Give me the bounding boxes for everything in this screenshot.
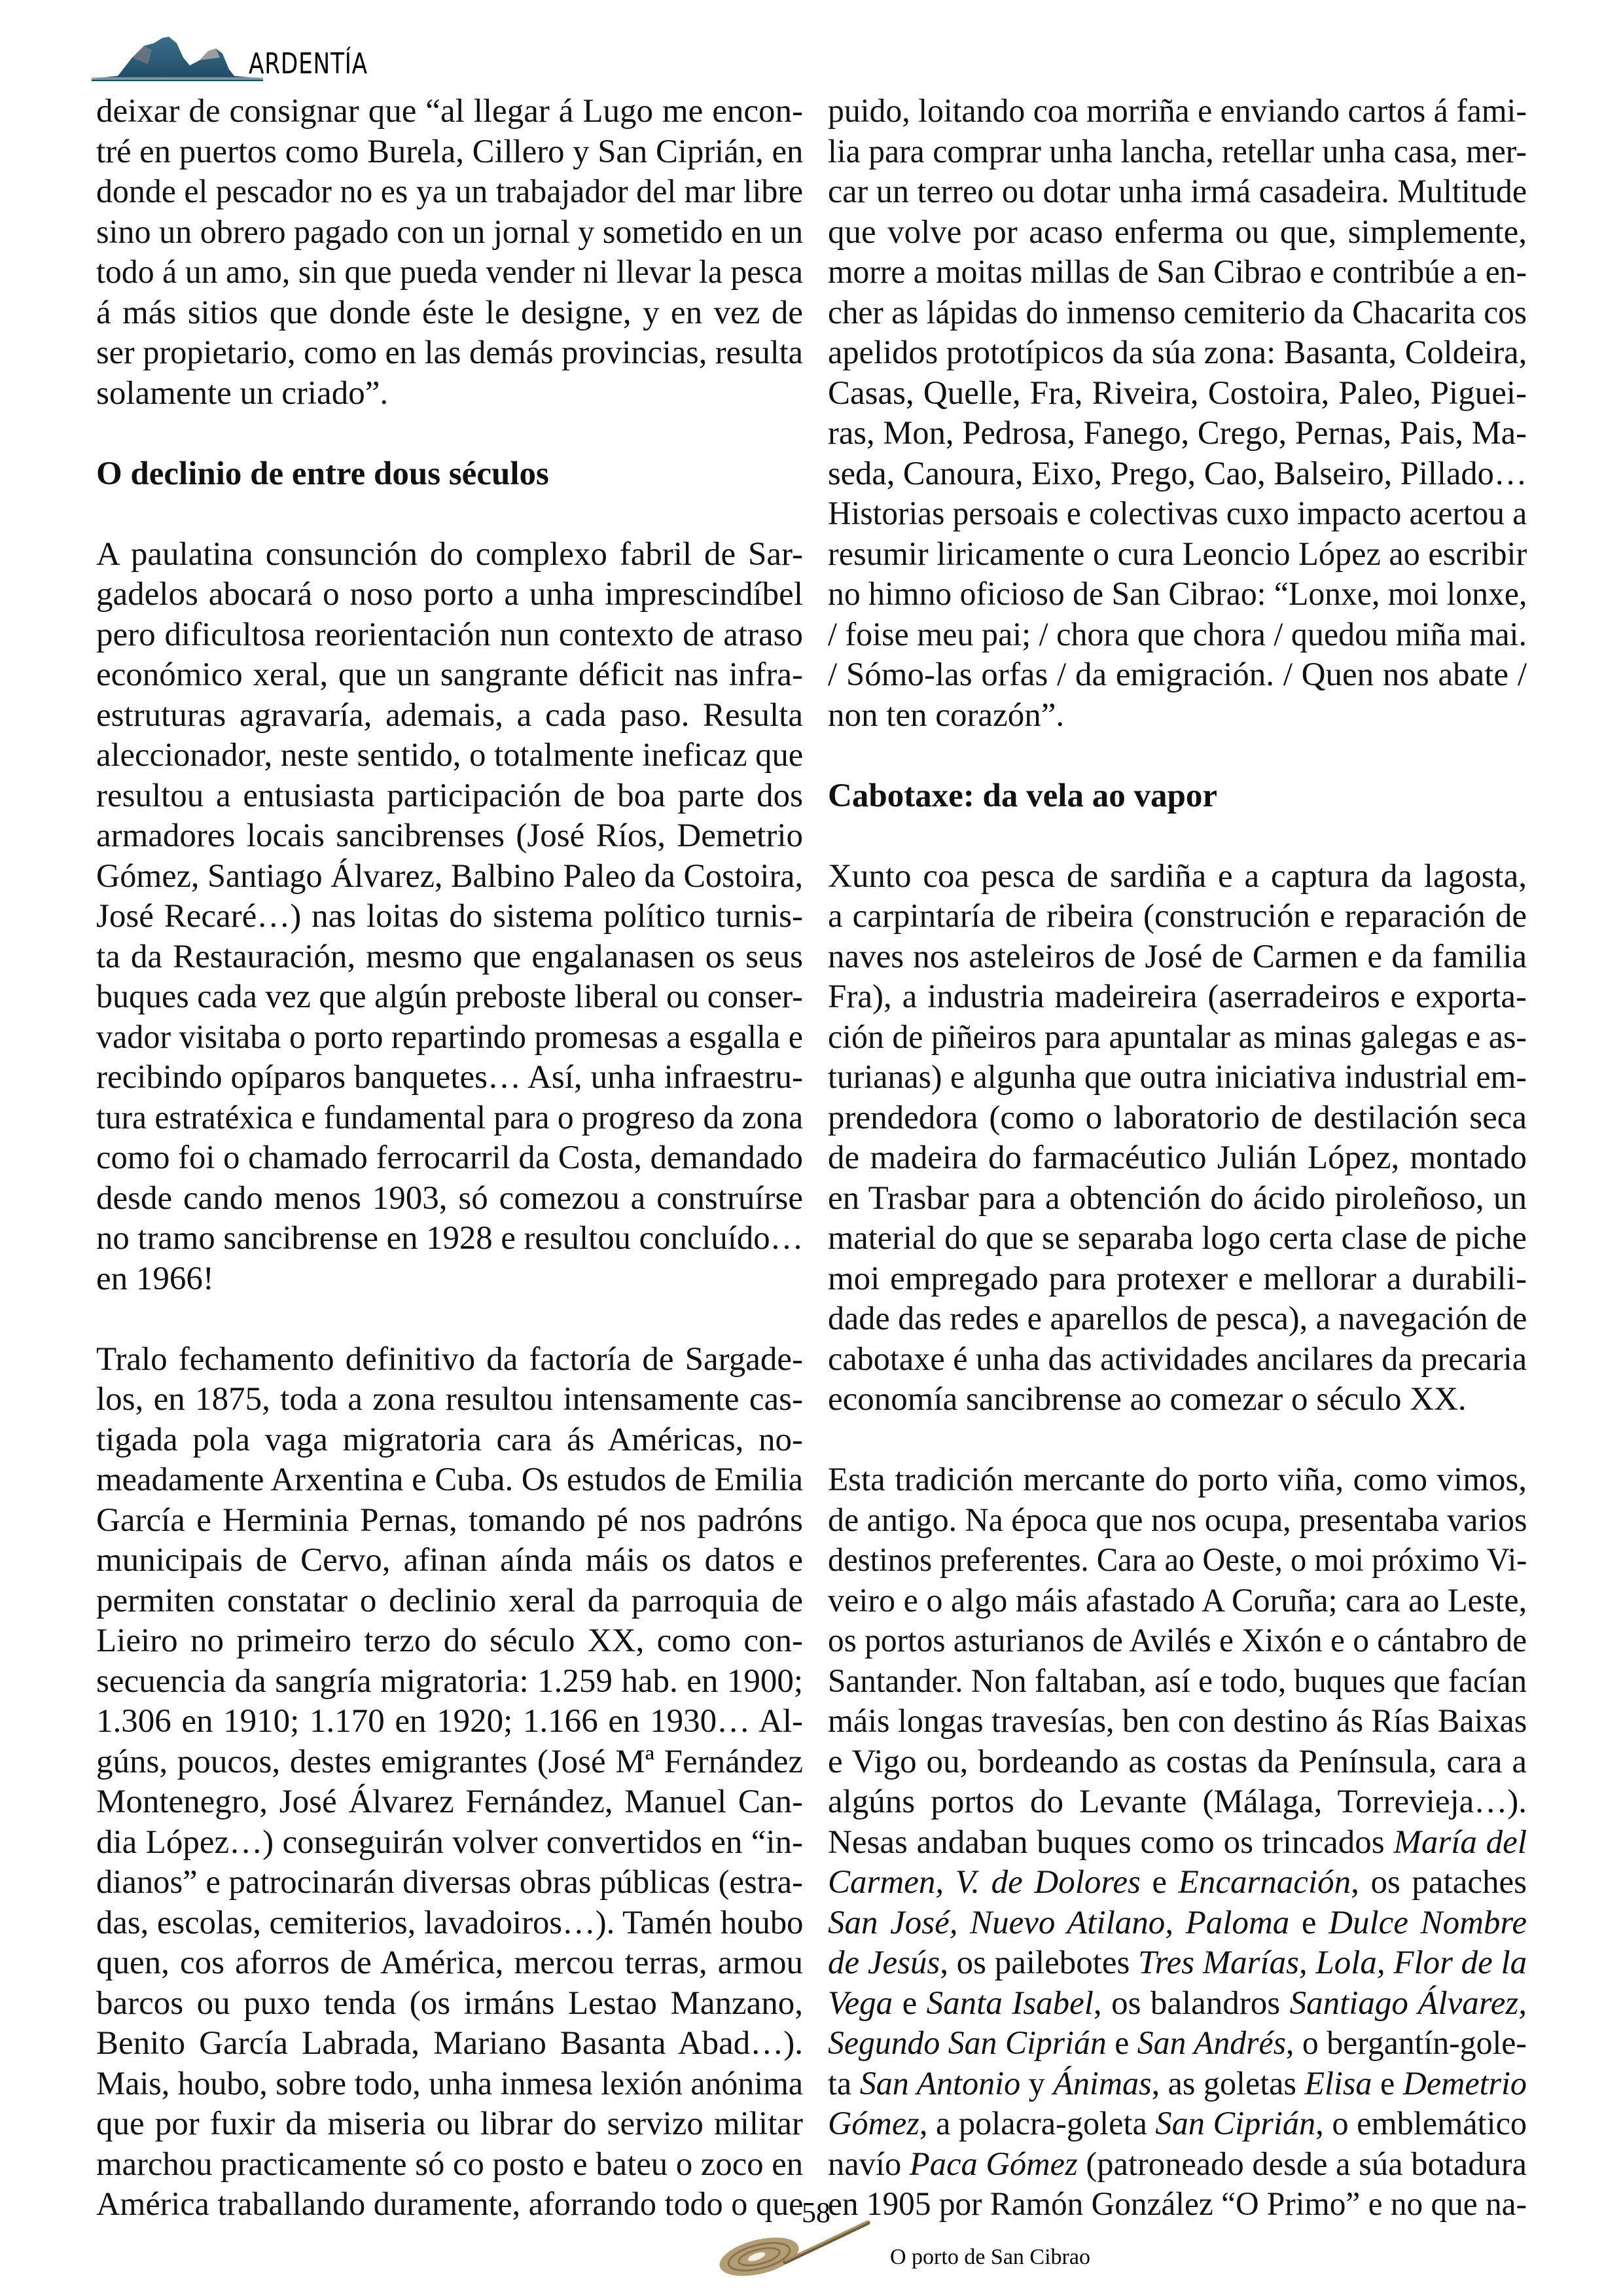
paragraph: [96, 1340, 803, 2225]
text-line: Segundo San Ciprián e San Andrés, o bergantín-gole-: [828, 2025, 1527, 2062]
text-line: tré en puertos como Burela, Cillero y San Ciprián, en: [96, 133, 804, 170]
text-line: los, en 1875, toda a zona resultou intensamente cas-: [96, 1381, 803, 1418]
text-line: todo á un amo, sin que pueda vender ni llevar la pesca: [96, 254, 804, 291]
text-line: permiten constatar o declinio xeral da parroquia de: [96, 1582, 803, 1619]
text-line: morre a moitas millas de San Cibrao e contribúe a en-: [828, 254, 1527, 291]
rope-coil-icon: [713, 2206, 870, 2278]
text-line: prendedora (como o laboratorio de destilación seca: [828, 1099, 1527, 1136]
page-header: [92, 31, 484, 90]
text-line: seda, Canoura, Eixo, Prego, Cao, Balseiro, Pillado…: [828, 455, 1527, 492]
text-line: resultou a entusiasta participación de boa parte dos: [96, 777, 803, 814]
paragraph: [828, 857, 1527, 1420]
text-line: ras, Mon, Pedrosa, Fanego, Crego, Pernas, Pais, Ma-: [828, 415, 1527, 452]
text-line: e Vigo ou, bordeando as costas da Península, cara a: [828, 1743, 1527, 1780]
text-line: Historias persoais e colectivas cuxo impacto acertou a: [828, 495, 1527, 532]
publication-title: O porto de San Cibrao: [890, 2245, 1090, 2269]
mountain-silhouette-logo-icon: [92, 31, 268, 84]
text-line: naves nos asteleiros de José de Carmen e da familia: [828, 938, 1527, 975]
brand-title: ARDENTÍA: [249, 47, 368, 81]
text-line: máis longas travesías, ben con destino ás Rías Baixas: [828, 1703, 1527, 1740]
text-line: gadelos abocará o noso porto a unha imprescindíbel: [96, 576, 803, 613]
text-line: meadamente Arxentina e Cuba. Os estudos de Emilia: [96, 1462, 804, 1498]
page-number: 58: [802, 2197, 830, 2229]
text-line: Nesas andaban buques como os trincados María del: [828, 1823, 1527, 1861]
text-line: municipais de Cervo, afinan aínda máis os datos e: [96, 1542, 803, 1579]
text-line: material do que se separaba logo certa clase de piche: [828, 1220, 1527, 1257]
text-line: Mais, houbo, sobre todo, unha inmesa lexión anónima: [96, 2065, 804, 2102]
text-line: lia para comprar unha lancha, retellar unha casa, mer-: [828, 133, 1527, 170]
text-line: dianos” e patrocinarán diversas obras públicas (estra-: [96, 1864, 803, 1901]
text-line: vador visitaba o porto repartindo promesas a esgalla e: [96, 1018, 803, 1056]
section-heading: Cabotaxe: da vela ao vapor: [828, 777, 1217, 814]
text-line: Xunto coa pesca de sardiña e a captura da lagosta,: [828, 857, 1527, 895]
paragraph: [96, 535, 803, 1300]
text-line: Montenegro, José Álvarez Fernández, Manuel Can-: [96, 1784, 803, 1820]
text-line: gúns, poucos, destes emigrantes (José Mª Fernández: [96, 1743, 803, 1780]
text-line: navío Paca Gómez (patroneado desde a súa botadura: [828, 2145, 1527, 2183]
text-line: América traballando duramente, aforrando todo o que: [96, 2186, 804, 2223]
text-line: os portos asturianos de Avilés e Xixón e o cántabro de: [828, 1623, 1527, 1659]
text-line: das, escolas, cemiterios, lavadoiros…). Tamén houbo: [96, 1904, 804, 1941]
text-line: económico xeral, que un sangrante déficit nas infra-: [96, 656, 803, 693]
right-column: [828, 92, 1527, 2225]
text-line: puido, loitando coa morriña e enviando cartos á fami-: [828, 93, 1527, 130]
text-line: a carpintaría de ribeira (construción e reparación de: [828, 898, 1527, 935]
text-line: Gómez, Santiago Álvarez, Balbino Paleo da Costoira,: [96, 857, 803, 895]
text-line: ta San Antonio y Ánimas, as goletas Elisa e Demetrio: [828, 2065, 1527, 2102]
text-line: dade das redes e aparellos de pesca), a navegación de: [828, 1300, 1527, 1337]
text-line: á más sitios que donde éste le designe, y en vez de: [96, 294, 803, 331]
text-line: de antigo. Na época que nos ocupa, presentaba varios: [828, 1501, 1527, 1539]
text-line: en 1905 por Ramón González “O Primo” e no que na-: [828, 2186, 1527, 2223]
text-line: dia López…) conseguirán volver convertidos en “in-: [96, 1823, 803, 1861]
text-line: turianas) e algunha que outra iniciativa industrial em-: [828, 1059, 1527, 1096]
text-line: donde el pescador no es ya un trabajador del mar libre: [96, 173, 804, 210]
text-line: economía sancibrense ao comezar o século XX.: [828, 1381, 1467, 1418]
text-line: cabotaxe é unha das actividades ancilares da precaria: [828, 1340, 1527, 1378]
text-line: buques cada vez que algún preboste liberal ou conser-: [96, 978, 803, 1015]
text-line: Esta tradición mercante do porto viña, como vimos,: [828, 1462, 1527, 1498]
text-line: Casas, Quelle, Fra, Riveira, Costoira, Paleo, Piguei-: [828, 374, 1527, 412]
text-line: cher as lápidas do inmenso cemiterio da Chacarita cos: [828, 294, 1527, 331]
page-footer: [694, 2193, 1217, 2291]
text-line: Tralo fechamento definitivo da factoría de Sargade-: [96, 1340, 803, 1378]
text-line: veiro e o algo máis afastado A Coruña; cara ao Leste,: [828, 1582, 1527, 1619]
text-line: no tramo sancibrense en 1928 e resultou concluído…: [96, 1220, 804, 1257]
text-line: ta da Restauración, mesmo que engalanasen os seus: [96, 938, 803, 975]
paragraph: [828, 1460, 1527, 2225]
text-line: Lieiro no primeiro terzo do século XX, como con-: [96, 1623, 803, 1659]
text-line: tura estratéxica e fundamental para o progreso da zona: [96, 1099, 804, 1136]
text-line: aleccionador, neste sentido, o totalmente ineficaz que: [96, 737, 804, 774]
text-line: San José, Nuevo Atilano, Paloma e Dulce Nombre: [828, 1904, 1527, 1941]
text-line: Vega e Santa Isabel, os balandros Santiago Álvarez,: [828, 1984, 1527, 2022]
text-line: / Sómo-las orfas / da emigración. / Quen nos abate /: [828, 656, 1527, 693]
text-line: destinos preferentes. Cara ao Oeste, o moi próximo Vi-: [828, 1542, 1527, 1579]
text-line: desde cando menos 1903, só comezou a construírse: [96, 1179, 803, 1217]
text-line: non ten corazón”.: [828, 696, 1065, 734]
text-line: armadores locais sancibrenses (José Ríos, Demetrio: [96, 817, 803, 854]
text-line: sino un obrero pagado con un jornal y sometido en un: [96, 213, 804, 251]
text-line: / foise meu pai; / chora que chora / quedou miña mai.: [828, 616, 1527, 653]
text-line: solamente un criado”.: [96, 374, 389, 412]
text-line: barcos ou puxo tenda (os irmáns Lestao Manzano,: [96, 1984, 803, 2022]
text-line: que volve por acaso enferma ou que, simplemente,: [828, 213, 1527, 251]
text-line: ser propietario, como en las demás provincias, resulta: [96, 334, 803, 371]
text-line: de Jesús, os pailebotes Tres Marías, Lola, Flor de la: [828, 1945, 1527, 1981]
text-line: quen, cos aforros de América, mercou terras, armou: [96, 1945, 803, 1981]
text-line: en Trasbar para a obtención do ácido piroleñoso, un: [828, 1179, 1527, 1217]
text-line: Santander. Non faltaban, así e todo, buques que facían: [828, 1662, 1527, 1700]
text-line: como foi o chamado ferrocarril da Costa, demandado: [96, 1139, 803, 1176]
text-line: Benito García Labrada, Mariano Basanta Abad…).: [96, 2025, 803, 2062]
text-line: pero dificultosa reorientación nun contexto de atraso: [96, 616, 803, 653]
text-line: recibindo opíparos banquetes… Así, unha infraestru-: [96, 1059, 803, 1096]
text-line: Carmen, V. de Dolores e Encarnación, os pataches: [828, 1864, 1527, 1901]
left-column: [96, 92, 803, 2225]
text-line: Fra), a industria madeireira (aserradeiros e exporta-: [828, 978, 1527, 1015]
text-line: García e Herminia Pernas, tomando pé nos padróns: [96, 1501, 803, 1539]
paragraph: [828, 92, 1527, 736]
text-line: car un terreo ou dotar unha irmá casadeira. Multitude: [828, 173, 1527, 210]
text-line: deixar de consignar que “al llegar á Lugo me encon-: [96, 93, 803, 130]
paragraph: [96, 92, 803, 414]
text-line: de madeira do farmacéutico Julián López, montado: [828, 1139, 1527, 1176]
text-line: que por fuxir da miseria ou librar do servizo militar: [96, 2106, 803, 2142]
text-line: A paulatina consunción do complexo fabril de Sar-: [96, 535, 803, 573]
text-line: resumir liricamente o cura Leoncio López ao escribir: [828, 535, 1527, 573]
text-line: secuencia da sangría migratoria: 1.259 hab. en 1900;: [96, 1662, 803, 1700]
text-line: algúns portos do Levante (Málaga, Torrevieja…).: [828, 1784, 1527, 1820]
text-line: no himno oficioso de San Cibrao: “Lonxe, moi lonxe,: [828, 576, 1527, 613]
text-line: estruturas agravaría, ademais, a cada paso. Resulta: [96, 696, 803, 734]
text-line: ción de piñeiros para apuntalar as minas galegas e as-: [828, 1018, 1527, 1056]
text-line: moi empregado para protexer e mellorar a durabili-: [828, 1260, 1527, 1297]
text-line: en 1966!: [96, 1260, 214, 1297]
text-line: Gómez, a polacra-goleta San Ciprián, o emblemático: [828, 2106, 1527, 2142]
text-line: apelidos prototípicos da súa zona: Basanta, Coldeira,: [828, 334, 1527, 371]
text-line: tigada pola vaga migratoria cara ás Américas, no-: [96, 1421, 803, 1458]
section-heading: O declinio de entre dous séculos: [96, 455, 549, 492]
text-line: marchou practicamente só co posto e bateu o zoco en: [96, 2145, 804, 2183]
text-line: José Recaré…) nas loitas do sistema político turnis-: [96, 898, 803, 935]
text-line: 1.306 en 1910; 1.170 en 1920; 1.166 en 1930… Al-: [96, 1703, 803, 1740]
